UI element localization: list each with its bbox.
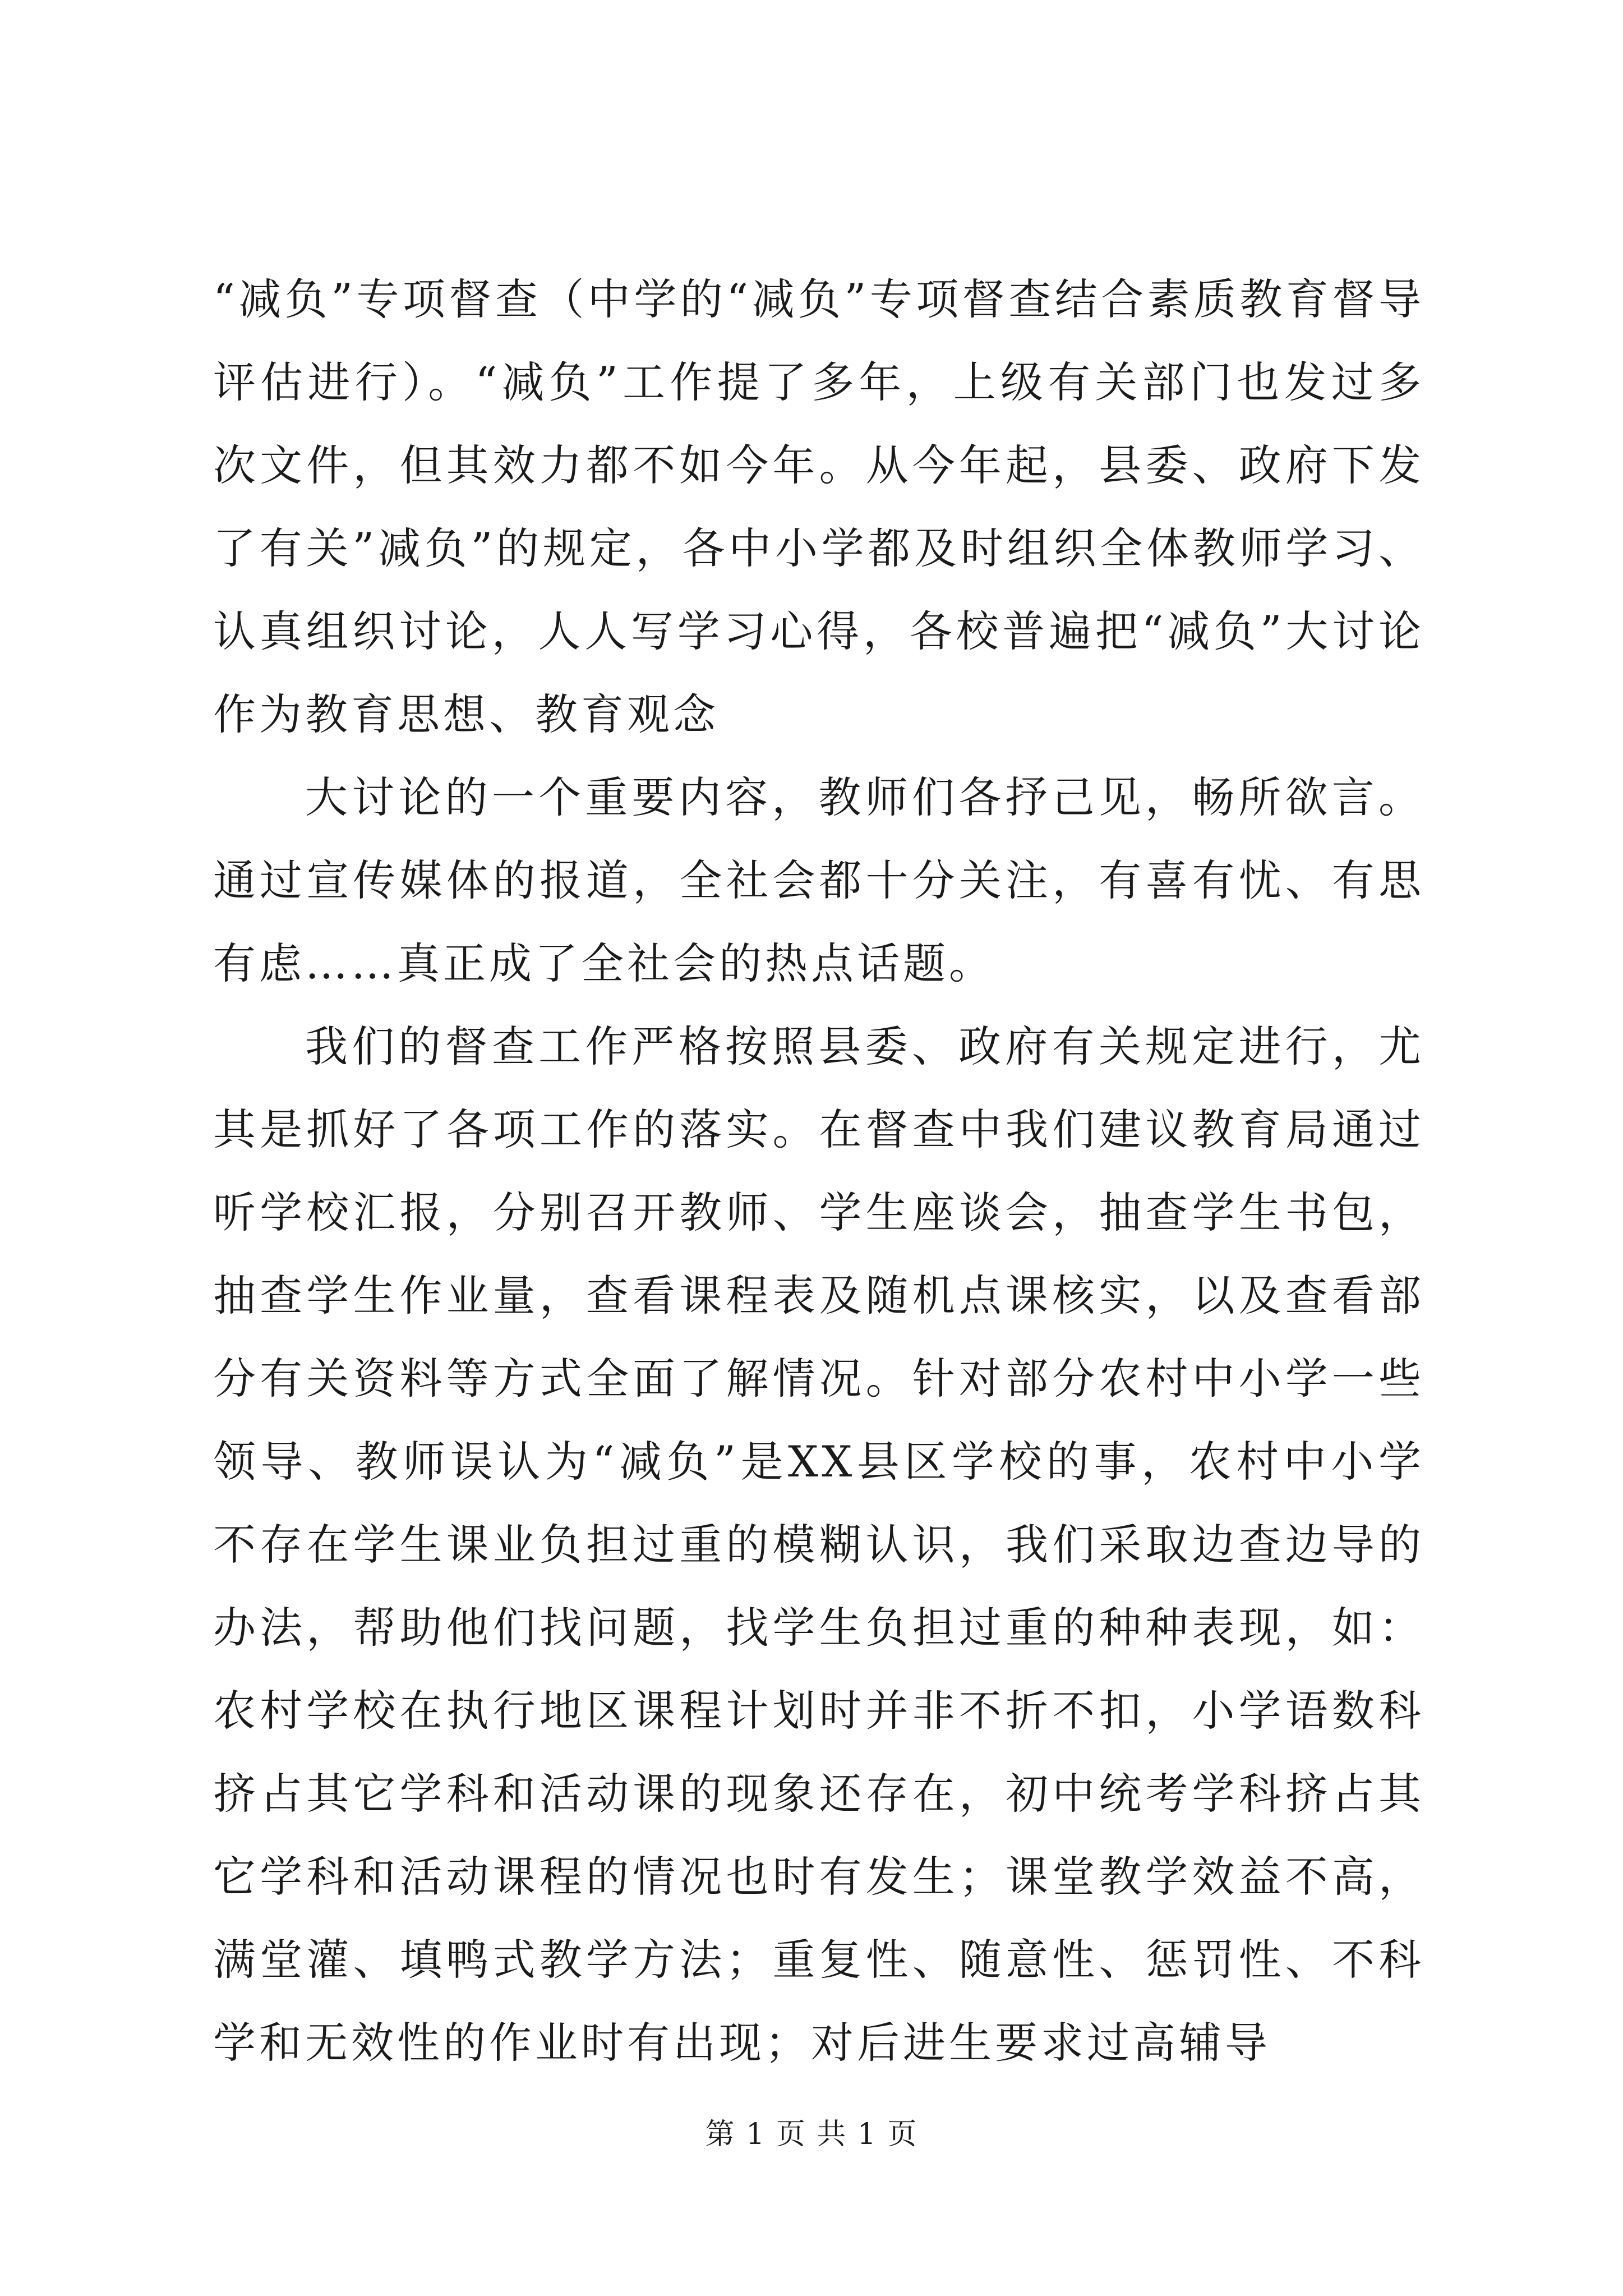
paragraph-2: 大讨论的一个重要内容，教师们各抒己见，畅所欲言。通过宣传媒体的报道，全社会都十分关注，有喜有忧、有思有虑……真正成了全社会的热点话题。 — [213, 772, 1424, 988]
document-body — [213, 258, 1424, 2085]
page-footer: 第 1 页 共 1 页 — [705, 2118, 918, 2151]
paragraph-3: 我们的督查工作严格按照县委、政府有关规定进行，尤其是抓好了各项工作的落实。在督查中我们建议教育局通过听学校汇报，分别召开教师、学生座谈会，抽查学生书包，抽查学生作业量，查看课程表及随机点课核实，以及查看部分有关资料等方式全面了解情况。针对部分农村中小学一些领导、教师误认为“减负”是XX县区学校的事，农村中小学不存在学生课业负担过重的模糊认识，我们采取边查边导的办法，帮助他们找问题，找学生负担过重的种种表现，如：农村学校在执行地区课程计划时并非不折不扣，小学语数科挤占其它学科和活动课的现象还存在，初中统考学科挤占其它学科和活动课程的情况也时有发生；课堂教学效益不高，满堂灌、填鸭式教学方法；重复性、随意性、惩罚性、不科学和无效性的作业时有出现；对后进生要求过高辅导 — [213, 1022, 1424, 2068]
paragraph-1: “减负”专项督查（中学的“减负”专项督查结合素质教育督导评估进行）。“减负”工作提了多年，上级有关部门也发过多次文件，但其效力都不如今年。从今年起，县委、政府下发了有关”减负”的规定，各中小学都及时组织全体教师学习、认真组织讨论，人人写学习心得，各校普遍把“减负”大讨论作为教育思想、教育观念 — [213, 274, 1424, 739]
